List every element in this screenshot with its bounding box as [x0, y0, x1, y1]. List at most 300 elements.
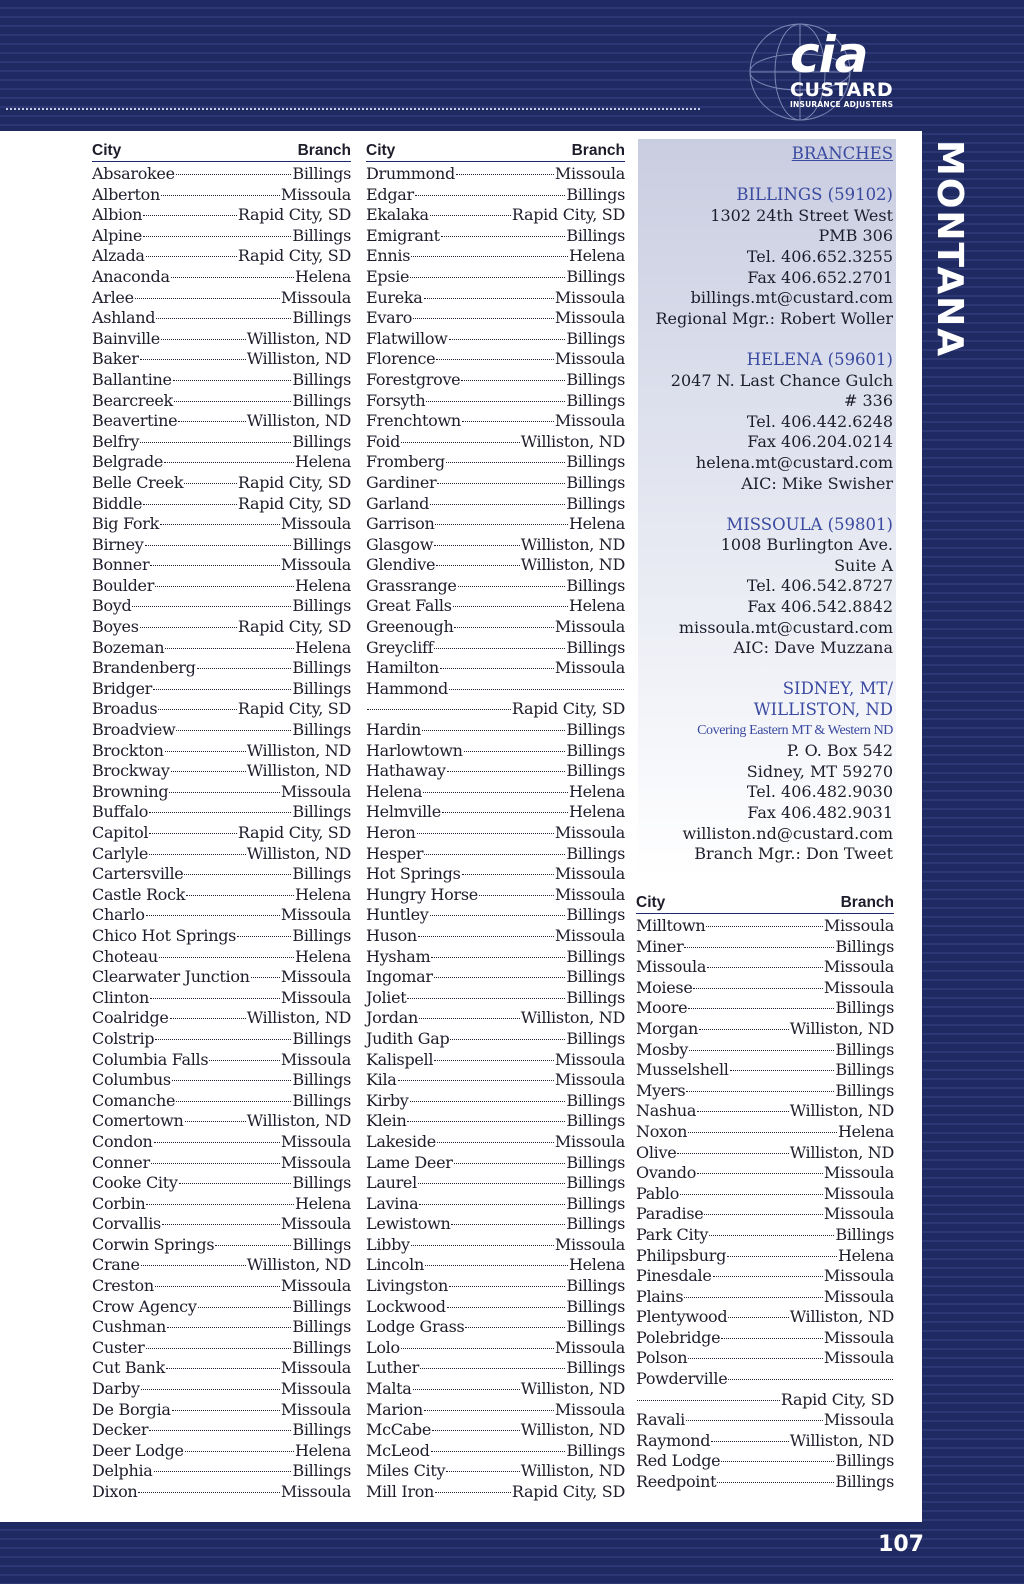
- branch-name: Billings: [292, 1173, 351, 1193]
- city-row: [636, 1246, 894, 1267]
- branch-name: Williston, ND: [520, 555, 625, 575]
- city-row: [366, 658, 625, 679]
- city-name: Custer: [92, 1337, 145, 1357]
- branch-name: Rapid City, SD: [237, 493, 351, 513]
- city-row: [92, 1461, 351, 1482]
- city-name: Greycliff: [366, 637, 434, 657]
- branch-name: Missoula: [823, 1204, 894, 1224]
- branch-name: Williston, ND: [246, 1111, 351, 1131]
- branch-name: Billings: [292, 1028, 351, 1048]
- dot-leader: [398, 1080, 554, 1081]
- branch-name: Billings: [566, 905, 625, 925]
- city-name: Ovando: [636, 1163, 697, 1183]
- city-name: Plains: [636, 1286, 684, 1306]
- city-name: Anaconda: [92, 266, 170, 286]
- city-name: Ballantine: [92, 369, 172, 389]
- city-row: [636, 1410, 894, 1431]
- dot-leader: [155, 586, 294, 587]
- city-name: Albion: [92, 205, 143, 225]
- branch-name: Billings: [566, 740, 625, 760]
- branch-name: Williston, ND: [789, 1142, 894, 1162]
- dot-leader: [140, 442, 291, 443]
- branch-name: Missoula: [554, 884, 625, 904]
- branch-header: Branch: [571, 142, 625, 159]
- dot-leader: [176, 1101, 291, 1102]
- branch-address: PMB 306: [818, 226, 893, 246]
- branch-name: Helena: [568, 514, 625, 534]
- dot-leader: [407, 1121, 565, 1122]
- dot-leader: [462, 874, 554, 875]
- branch-name: Williston, ND: [520, 534, 625, 554]
- city-row: [92, 988, 351, 1009]
- branch-name: Billings: [566, 452, 625, 472]
- city-name: Garland: [366, 493, 430, 513]
- dot-leader: [151, 1163, 280, 1164]
- dot-leader: [464, 751, 566, 752]
- city-row: [636, 937, 894, 958]
- city-name: Bridger: [92, 678, 153, 698]
- city-row: [636, 1348, 894, 1369]
- city-name: Red Lodge: [636, 1451, 721, 1471]
- dot-leader: [197, 668, 292, 669]
- city-row: [92, 452, 351, 473]
- city-name: Clearwater Junction: [92, 967, 250, 987]
- branch-name: Billings: [566, 637, 625, 657]
- city-name: Ennis: [366, 246, 411, 266]
- city-name: Brockway: [92, 761, 170, 781]
- city-row: [366, 452, 625, 473]
- dot-leader: [461, 380, 565, 381]
- city-row: [366, 1317, 625, 1338]
- city-row: [92, 226, 351, 247]
- dot-leader: [446, 1471, 519, 1472]
- city-list: [366, 164, 625, 1503]
- dot-leader: [479, 895, 554, 896]
- dot-leader: [435, 524, 567, 525]
- city-row: [92, 741, 351, 762]
- city-name: Polson: [636, 1348, 688, 1368]
- branch-name: Missoula: [823, 1266, 894, 1286]
- dot-leader: [697, 1173, 823, 1174]
- city-list: [92, 164, 351, 1503]
- branch-name: Williston, ND: [246, 349, 351, 369]
- branch-phone: Tel. 406.542.8727: [746, 576, 893, 596]
- branch-name: Billings: [566, 1193, 625, 1213]
- city-row: [92, 288, 351, 309]
- branch-name: Missoula: [280, 1214, 351, 1234]
- branch-name: Missoula: [554, 1399, 625, 1419]
- city-row: [636, 1307, 894, 1328]
- city-row: [636, 1122, 894, 1143]
- city-row: [92, 1111, 351, 1132]
- city-row: [92, 720, 351, 741]
- city-row: [366, 1132, 625, 1153]
- dot-leader: [185, 1451, 294, 1452]
- city-row: [92, 1029, 351, 1050]
- city-name: Alpine: [92, 225, 143, 245]
- city-name: Lincoln: [366, 1255, 424, 1275]
- city-name: Paradise: [636, 1204, 704, 1224]
- dot-leader: [170, 1018, 246, 1019]
- city-row: [366, 905, 625, 926]
- branch-name: Rapid City, SD: [237, 246, 351, 266]
- branch-name: Rapid City, SD: [780, 1389, 894, 1409]
- city-name: Cushman: [92, 1317, 166, 1337]
- city-row: [366, 864, 625, 885]
- city-name: Moiese: [636, 977, 693, 997]
- branch-header: Branch: [297, 142, 351, 159]
- city-list: [636, 916, 894, 1493]
- city-name: Greenough: [366, 617, 454, 637]
- branch-name: Helena: [294, 946, 351, 966]
- city-row: [636, 1163, 894, 1184]
- dot-leader: [141, 1265, 246, 1266]
- city-name: Bonner: [92, 555, 150, 575]
- branch-name-sidney: SIDNEY, MT/: [782, 679, 893, 699]
- city-name: Hysham: [366, 946, 431, 966]
- city-name: Philipsburg: [636, 1245, 727, 1265]
- city-row: [92, 267, 351, 288]
- branch-name: Missoula: [554, 1337, 625, 1357]
- branch-name: Rapid City, SD: [511, 205, 625, 225]
- branch-name: Billings: [292, 802, 351, 822]
- branch-address: # 336: [843, 391, 893, 411]
- branch-name: Missoula: [554, 925, 625, 945]
- dot-leader: [688, 1008, 834, 1009]
- city-name: Raymond: [636, 1430, 711, 1450]
- city-name: Ravali: [636, 1410, 685, 1430]
- dot-leader: [417, 833, 554, 834]
- city-name: Foid: [366, 431, 401, 451]
- branch-name: Billings: [292, 1461, 351, 1481]
- city-row: [92, 1194, 351, 1215]
- dot-leader: [422, 730, 565, 731]
- branch-name: Helena: [294, 884, 351, 904]
- dot-leader: [686, 1420, 823, 1421]
- city-row: [366, 288, 625, 309]
- branch-email[interactable]: williston.nd@custard.com: [682, 823, 893, 843]
- city-name: Bainville: [92, 328, 160, 348]
- city-row: [92, 349, 351, 370]
- city-name: Grassrange: [366, 575, 457, 595]
- branch-name: Billings: [835, 998, 894, 1018]
- dot-leader: [447, 1307, 566, 1308]
- branch-name: Rapid City, SD: [237, 205, 351, 225]
- city-row: [636, 1369, 894, 1390]
- branch-name: Williston, ND: [246, 328, 351, 348]
- city-row: [636, 1472, 894, 1493]
- city-row: [366, 1214, 625, 1235]
- dot-leader: [711, 1441, 788, 1442]
- branch-name-billings: BILLINGS (59102): [736, 185, 893, 205]
- dot-leader: [419, 1204, 565, 1205]
- city-row: [92, 473, 351, 494]
- city-name: Gardiner: [366, 472, 437, 492]
- dot-leader: [449, 1286, 565, 1287]
- city-name: Polebridge: [636, 1327, 721, 1347]
- city-name: Decker: [92, 1420, 149, 1440]
- city-row: [636, 1204, 894, 1225]
- branch-name: Rapid City, SD: [237, 617, 351, 637]
- dot-leader: [689, 1050, 834, 1051]
- city-name: Choteau: [92, 946, 158, 966]
- city-row: [366, 349, 625, 370]
- branch-email[interactable]: missoula.mt@custard.com: [678, 617, 893, 637]
- dot-leader: [430, 915, 566, 916]
- city-row: [92, 802, 351, 823]
- city-name: Ingomar: [366, 967, 433, 987]
- city-row: [366, 391, 625, 412]
- city-row: [366, 205, 625, 226]
- branch-fax: Fax 406.542.8842: [747, 597, 893, 617]
- branch-name: Billings: [292, 431, 351, 451]
- city-row: [366, 1070, 625, 1091]
- city-row: [366, 1111, 625, 1132]
- branch-name: Billings: [566, 946, 625, 966]
- city-name: Conner: [92, 1152, 150, 1172]
- branch-name: Billings: [566, 472, 625, 492]
- branch-name: Billings: [835, 1060, 894, 1080]
- city-name: Hesper: [366, 843, 424, 863]
- branch-name: Billings: [292, 225, 351, 245]
- city-name: Livingston: [366, 1276, 449, 1296]
- dot-leader: [174, 401, 291, 402]
- branch-name: Rapid City, SD: [237, 823, 351, 842]
- city-name: Hungry Horse: [366, 884, 478, 904]
- city-row: [366, 741, 625, 762]
- city-row: [92, 1214, 351, 1235]
- city-name: Deer Lodge: [92, 1440, 184, 1460]
- city-row: [92, 761, 351, 782]
- city-row: [92, 1420, 351, 1441]
- city-name: Miner: [636, 936, 684, 956]
- dot-leader: [150, 565, 280, 566]
- dot-leader: [146, 1204, 294, 1205]
- branch-name: Billings: [566, 266, 625, 286]
- branch-name: Missoula: [554, 864, 625, 884]
- branch-name: Billings: [566, 967, 625, 987]
- branch-name: Billings: [566, 987, 625, 1007]
- branch-name: Missoula: [554, 1070, 625, 1090]
- city-name: Bozeman: [92, 637, 165, 657]
- branch-name: Billings: [566, 1440, 625, 1460]
- dot-leader: [440, 668, 554, 669]
- city-name: Buffalo: [92, 802, 149, 822]
- branch-name-helena: HELENA (59601): [746, 349, 893, 369]
- city-row: [92, 329, 351, 350]
- city-row: [366, 164, 625, 185]
- city-name: Jordan: [366, 1008, 418, 1028]
- dot-leader: [436, 359, 554, 360]
- city-row: [366, 1297, 625, 1318]
- branch-name: Billings: [566, 225, 625, 245]
- dot-leader: [458, 586, 566, 587]
- branch-name: Missoula: [280, 1276, 351, 1296]
- dot-leader: [411, 256, 568, 257]
- city-row: [366, 1461, 625, 1482]
- city-name: Absarokee: [92, 164, 175, 183]
- dot-leader: [140, 627, 237, 628]
- branch-address: P. O. Box 542: [786, 741, 893, 761]
- city-row: [366, 473, 625, 494]
- branch-name: Helena: [294, 1440, 351, 1460]
- city-name: Belle Creek: [92, 472, 184, 492]
- branch-name: Williston, ND: [789, 1430, 894, 1450]
- dot-leader: [425, 1265, 568, 1266]
- city-row: [366, 1029, 625, 1050]
- city-row: [92, 1132, 351, 1153]
- city-name: Brockton: [92, 740, 164, 760]
- dot-leader: [688, 1132, 837, 1133]
- dot-leader: [169, 792, 280, 793]
- dot-leader: [454, 627, 553, 628]
- city-name: Comanche: [92, 1090, 176, 1110]
- branch-name: Billings: [292, 720, 351, 740]
- dot-leader: [149, 854, 246, 855]
- city-row: [366, 576, 625, 597]
- city-name: Malta: [366, 1379, 412, 1399]
- branch-name: Billings: [566, 369, 625, 389]
- dot-leader: [149, 812, 291, 813]
- branch-name: Billings: [292, 658, 351, 678]
- branch-name: Billings: [566, 1173, 625, 1193]
- city-name: Crane: [92, 1255, 140, 1275]
- branch-email[interactable]: helena.mt@custard.com: [695, 452, 893, 472]
- dot-leader: [431, 1451, 566, 1452]
- city-name: Morgan: [636, 1018, 698, 1038]
- dot-leader: [172, 1080, 292, 1081]
- column-header: [366, 141, 625, 162]
- city-row: [366, 514, 625, 535]
- city-name: Cut Bank: [92, 1358, 165, 1378]
- branch-name: Missoula: [823, 916, 894, 935]
- city-name: Lockwood: [366, 1296, 446, 1316]
- city-row: [92, 782, 351, 803]
- dot-leader: [415, 195, 566, 196]
- city-name: McLeod: [366, 1440, 430, 1460]
- city-row: [366, 1276, 625, 1297]
- dot-leader: [713, 1276, 823, 1277]
- city-name: Belgrade: [92, 452, 164, 472]
- logo-tagline: INSURANCE ADJUSTERS: [790, 100, 894, 109]
- dot-leader: [434, 977, 566, 978]
- branch-name-missoula: MISSOULA (59801): [726, 514, 893, 534]
- branch-address: Sidney, MT 59270: [746, 761, 893, 781]
- city-name: Huntley: [366, 905, 429, 925]
- city-row: [92, 1400, 351, 1421]
- branch-name: Missoula: [554, 823, 625, 842]
- branch-name: Missoula: [554, 1049, 625, 1069]
- city-row: [92, 370, 351, 391]
- city-row: [366, 1235, 625, 1256]
- city-row: [366, 1153, 625, 1174]
- branch-name: Missoula: [554, 658, 625, 678]
- dot-leader: [418, 936, 554, 937]
- dot-leader: [717, 1482, 834, 1483]
- city-row: [92, 391, 351, 412]
- branch-name: Helena: [294, 266, 351, 286]
- dot-leader: [454, 1163, 566, 1164]
- city-row: [92, 596, 351, 617]
- city-name: Coalridge: [92, 1008, 169, 1028]
- branch-name: Billings: [566, 1028, 625, 1048]
- city-name: Plentywood: [636, 1307, 728, 1327]
- branch-name: Billings: [292, 308, 351, 328]
- branch-name: Missoula: [280, 287, 351, 307]
- city-row: [366, 308, 625, 329]
- city-name: Luther: [366, 1358, 419, 1378]
- branch-phone: Tel. 406.482.9030: [746, 782, 893, 802]
- city-name: Kila: [366, 1070, 397, 1090]
- dot-leader: [436, 565, 520, 566]
- city-row: [92, 308, 351, 329]
- city-name: Pablo: [636, 1183, 680, 1203]
- dot-leader: [437, 483, 565, 484]
- branch-name: Billings: [566, 1276, 625, 1296]
- dot-leader: [699, 1029, 789, 1030]
- city-row: [92, 658, 351, 679]
- branch-phone: Tel. 406.442.6248: [746, 411, 893, 431]
- dot-leader: [166, 1368, 280, 1369]
- state-title: MONTANA: [929, 140, 970, 359]
- city-name: Glasgow: [366, 534, 434, 554]
- dot-leader: [465, 1327, 565, 1328]
- city-row: [92, 432, 351, 453]
- city-name: Charlo: [92, 905, 145, 925]
- city-row: [636, 1328, 894, 1349]
- city-row: [636, 1431, 894, 1452]
- city-name: Big Fork: [92, 514, 160, 534]
- city-row: [92, 617, 351, 638]
- dot-leader: [704, 1214, 822, 1215]
- dot-leader: [146, 915, 280, 916]
- dot-leader: [423, 792, 568, 793]
- city-name: Colstrip: [92, 1028, 155, 1048]
- city-name: Judith Gap: [366, 1028, 450, 1048]
- branch-name: Williston, ND: [789, 1018, 894, 1038]
- city-row: [366, 1338, 625, 1359]
- dot-leader: [721, 1338, 823, 1339]
- city-row: [92, 699, 351, 720]
- branch-name: Billings: [292, 1234, 351, 1254]
- page-number: 107: [878, 1532, 924, 1557]
- city-row: [92, 638, 351, 659]
- city-row: [636, 998, 894, 1019]
- branch-name: Missoula: [554, 1234, 625, 1254]
- dot-leader: [164, 462, 294, 463]
- branch-email[interactable]: billings.mt@custard.com: [690, 288, 893, 308]
- city-row: [636, 1060, 894, 1081]
- dot-leader: [132, 606, 291, 607]
- company-logo: [790, 26, 930, 109]
- branch-name: Billings: [835, 936, 894, 956]
- branch-name: Billings: [566, 1358, 625, 1378]
- city-name: Ekalaka: [366, 205, 429, 225]
- city-row: [636, 1019, 894, 1040]
- city-row: [92, 823, 351, 844]
- city-row: [366, 226, 625, 247]
- branch-name: Missoula: [280, 514, 351, 534]
- dot-leader: [173, 380, 292, 381]
- city-name: Marion: [366, 1399, 423, 1419]
- city-name: Lavina: [366, 1193, 419, 1213]
- city-name: Bearcreek: [92, 390, 173, 410]
- city-row: [366, 720, 625, 741]
- dot-leader: [413, 318, 554, 319]
- branch-manager: AIC: Mike Swisher: [741, 473, 893, 493]
- dot-leader: [441, 236, 566, 237]
- branches-title: BRANCHES: [791, 144, 893, 163]
